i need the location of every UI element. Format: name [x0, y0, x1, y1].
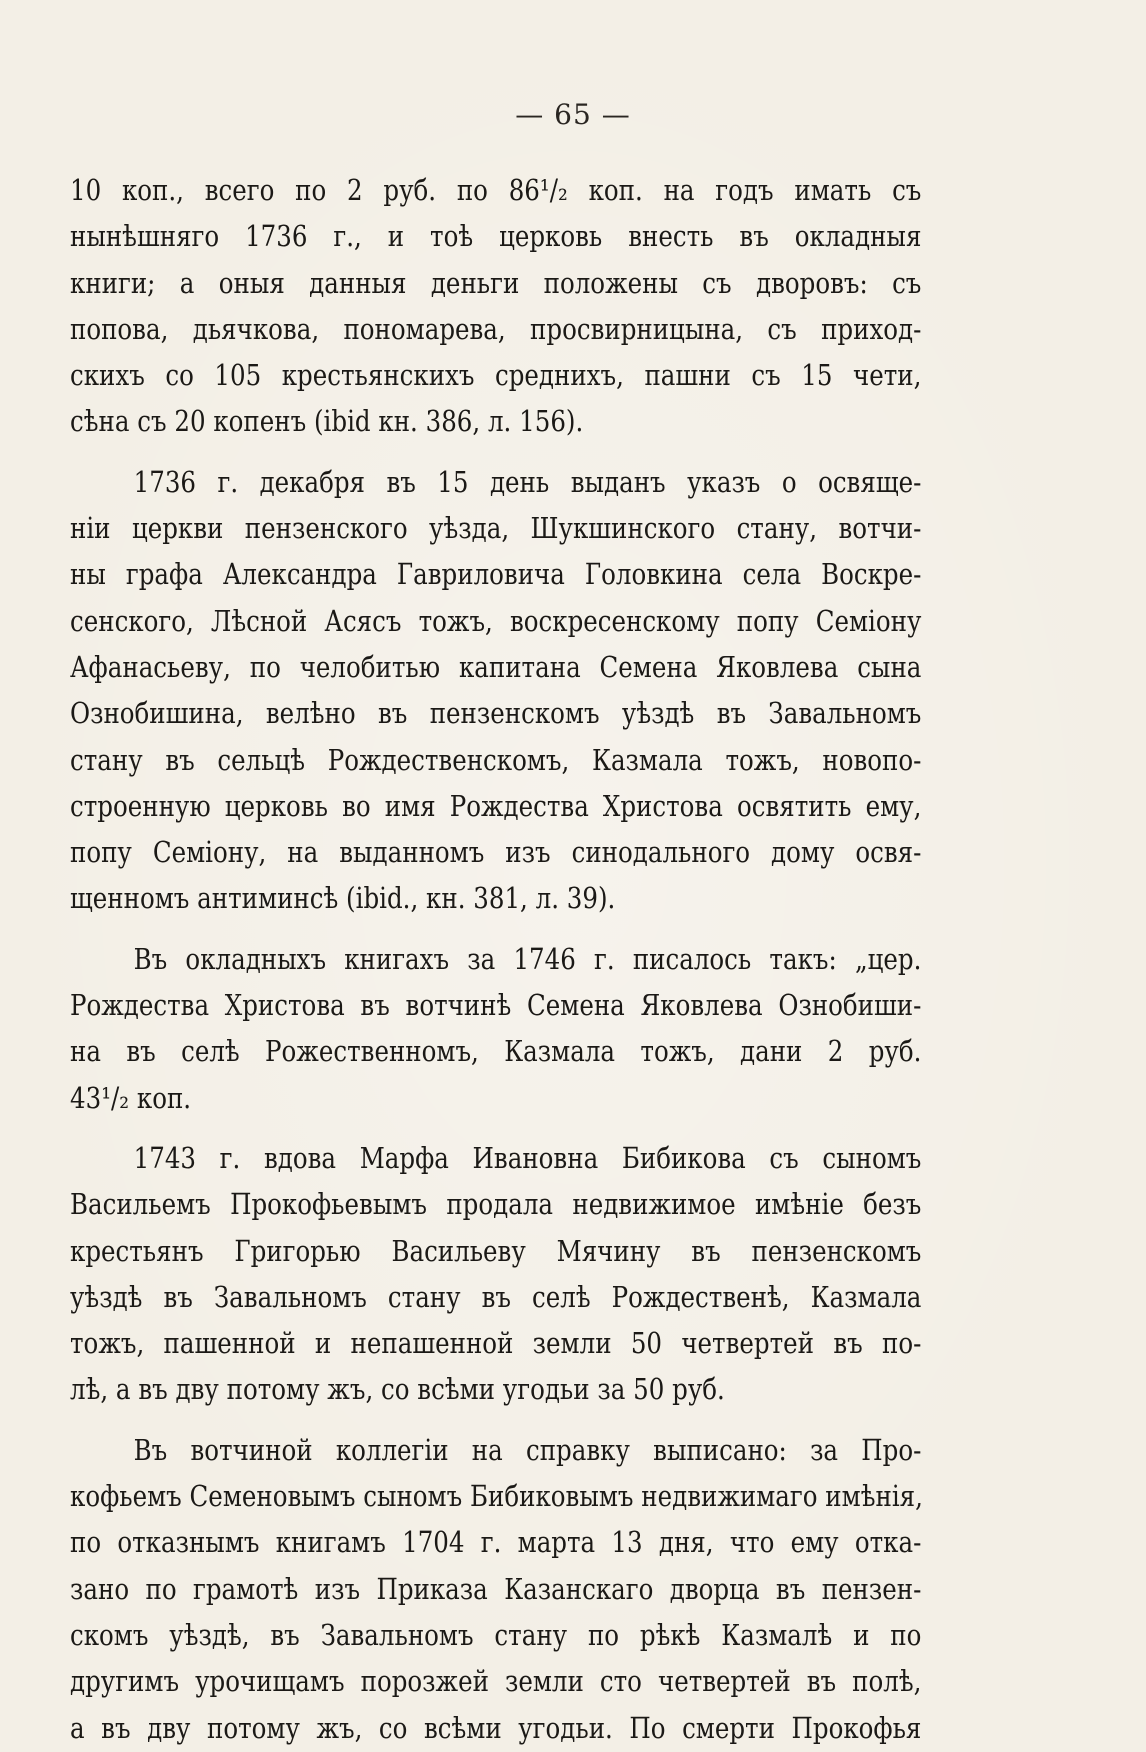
text-line: Рождества Христова въ вотчинѣ Семена Яковлева Ознобиши- — [70, 989, 922, 1023]
text-line: попова, дьячкова, пономарева, просвирницына, съ приход- — [70, 312, 922, 346]
text-line: на въ селѣ Рожественномъ, Казмала тожъ, дани 2 руб. — [70, 1035, 922, 1069]
text-line: 10 коп., всего по 2 руб. по 86¹/₂ коп. на годъ имать съ — [70, 174, 922, 207]
text-line: сенского, Лѣсной Асясъ тожъ, воскресенскому попу Семіону — [70, 604, 922, 638]
text-line: а въ дву потому жъ, со всѣми угодьи. По смерти Прокофья — [70, 1711, 922, 1745]
text-line: 43¹/₂ коп. — [70, 1081, 192, 1115]
text-line: книги; а оныя данныя деньги положены съ дворовъ: съ — [70, 266, 922, 300]
text-line: скомъ уѣздѣ, въ Завальномъ стану по рѣкѣ Казмалѣ и по — [70, 1618, 922, 1652]
text-line: зано по грамотѣ изъ Приказа Казанскаго дворца въ пензен- — [70, 1572, 922, 1606]
text-line: 1743 г. вдова Марфа Ивановна Бибикова съ сыномъ — [133, 1141, 922, 1175]
paragraph — [70, 460, 921, 923]
text-line: тожъ, пашенной и непашенной земли 50 четвертей въ по- — [70, 1327, 922, 1361]
text-line: крестьянъ Григорью Васильеву Мячину въ пензенскомъ — [70, 1234, 922, 1268]
text-line: попу Семіону, на выданномъ изъ синодального дому освя- — [70, 836, 922, 870]
text-line: Въ окладныхъ книгахъ за 1746 г. писалось такъ: „цер. — [133, 942, 922, 976]
paragraph — [70, 1136, 921, 1414]
text-line: Васильемъ Прокофьевымъ продала недвижимое имѣніе безъ — [70, 1188, 922, 1222]
text-line: кофьемъ Семеновымъ сыномъ Бибиковымъ недвижимаго имѣнія, — [70, 1480, 923, 1514]
text-line: Афанасьеву, по челобитью капитана Семена Яковлева сына — [70, 650, 922, 684]
text-line: Въ вотчиной коллегіи на справку выписано: за Про- — [133, 1433, 922, 1467]
text-line: скихъ со 105 крестьянскихъ среднихъ, пашни съ 15 чети, — [70, 359, 922, 393]
text-line: ны графа Александра Гавриловича Головкина села Воскре- — [70, 558, 922, 592]
text-line: сѣна съ 20 копенъ (ibid кн. 386, л. 156). — [70, 405, 584, 439]
text-line: щенномъ антиминсѣ (ibid., кн. 381, л. 39). — [70, 882, 616, 916]
text-line: другимъ урочищамъ порозжей земли сто четвертей въ полѣ, — [70, 1665, 922, 1699]
paragraph — [70, 1428, 921, 1752]
body-text — [70, 168, 921, 1752]
text-line: строенную церковь во имя Рождества Христова освятить ему, — [70, 789, 922, 823]
text-line: лѣ, а въ дву потому жъ, со всѣми угодьи за 50 руб. — [70, 1373, 725, 1407]
text-line: стану въ сельцѣ Рождественскомъ, Казмала тожъ, новопо- — [70, 743, 922, 777]
paragraph — [70, 168, 921, 446]
text-line: нынѣшняго 1736 г., и тоѣ церковь внесть въ окладныя — [70, 220, 922, 254]
text-line: Ознобишина, велѣно въ пензенскомъ уѣздѣ въ Завальномъ — [70, 697, 922, 731]
text-line: 1736 г. декабря въ 15 день выданъ указъ о освяще- — [133, 465, 922, 499]
text-line: по отказнымъ книгамъ 1704 г. марта 13 дня, что ему отка- — [70, 1526, 922, 1560]
text-line: ніи церкви пензенского уѣзда, Шукшинского стану, вотчи- — [70, 512, 922, 546]
paragraph — [70, 937, 921, 1122]
text-line: уѣздѣ въ Завальномъ стану въ селѣ Рождественѣ, Казмала — [70, 1280, 922, 1314]
page-number: — 65 — — [515, 98, 631, 131]
